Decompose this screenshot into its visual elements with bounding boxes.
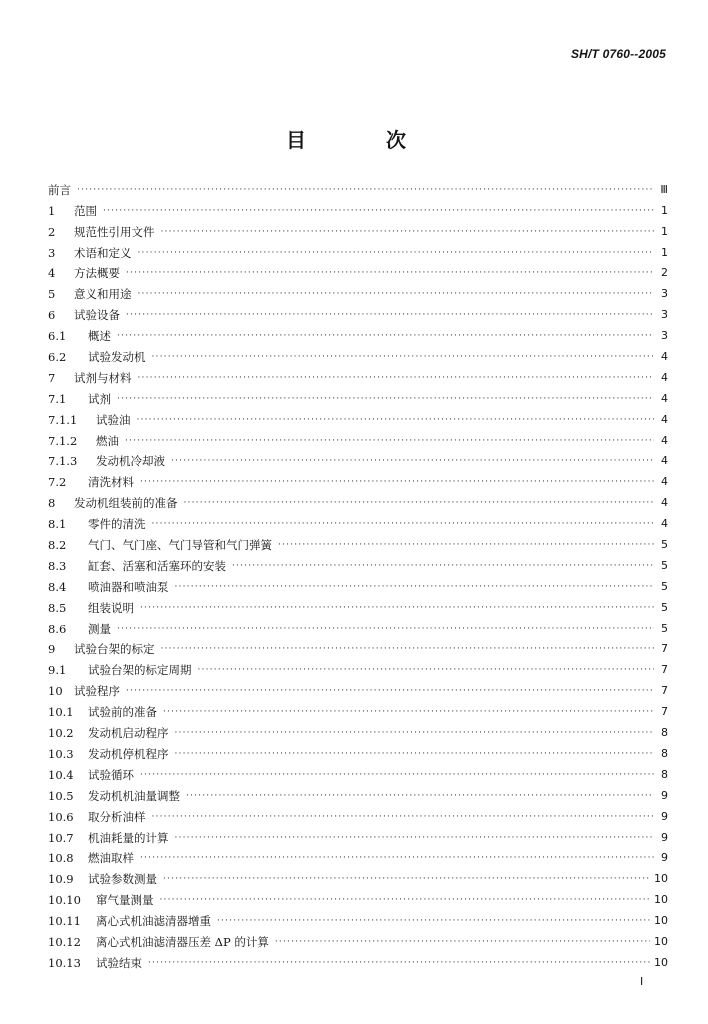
toc-entry-label: 离心式机油滤清器增重 (96, 914, 211, 929)
toc-entry-number: 7.2 (48, 475, 67, 490)
toc-entry[interactable] (48, 385, 668, 406)
toc-entry-number: 7 (48, 370, 56, 385)
toc-entry[interactable] (48, 448, 668, 469)
toc-entry-label: 试验油 (96, 412, 131, 427)
toc-leader-dots (126, 266, 654, 280)
toc-entry[interactable] (48, 364, 668, 385)
toc-entry-number: 8.4 (48, 579, 67, 594)
toc-entry[interactable] (48, 218, 668, 239)
toc-leader-dots (117, 392, 654, 406)
toc-entry-number: 10.8 (48, 851, 74, 866)
toc-leader-dots (125, 434, 654, 448)
toc-entry-label: 组装说明 (88, 600, 134, 615)
toc-entry-label: 缸套、活塞和活塞环的安装 (88, 558, 226, 573)
toc-entry-label: 离心式机油滤清器压差 ΔP 的计算 (96, 934, 269, 949)
toc-entry-number: 9.1 (48, 663, 67, 678)
toc-leader-dots (152, 517, 655, 531)
toc-leader-dots (171, 454, 654, 468)
toc-entry-label: 零件的清洗 (88, 517, 146, 532)
toc-entry-label: 取分析油样 (88, 809, 146, 824)
toc-entry-page: 4 (661, 391, 668, 405)
toc-leader-dots (175, 726, 655, 740)
toc-entry-number: 6.2 (48, 350, 67, 365)
toc-entry-number: 4 (48, 266, 56, 281)
toc-entry[interactable] (48, 740, 668, 761)
toc-entry-page: 9 (661, 851, 668, 865)
toc-entry-number: 8.6 (48, 621, 67, 636)
toc-entry-label: 试验参数测量 (88, 872, 157, 887)
toc-entry-page: Ⅲ (660, 182, 668, 196)
toc-leader-dots (152, 810, 655, 824)
toc-leader-dots (140, 851, 654, 865)
toc-leader-dots (140, 475, 654, 489)
toc-entry-page: 4 (661, 517, 668, 531)
toc-entry-number: 10.6 (48, 809, 74, 824)
toc-entry-label: 燃油 (96, 433, 119, 448)
toc-entry-number: 7.1.2 (48, 433, 78, 448)
toc-entry-label: 发动机冷却液 (96, 454, 165, 469)
toc-entry-page: 9 (661, 809, 668, 823)
toc-entry[interactable] (48, 907, 668, 928)
toc-entry[interactable] (48, 427, 668, 448)
toc-entry-page: 2 (661, 266, 668, 280)
toc-leader-dots (163, 705, 654, 719)
toc-entry-page: 5 (661, 621, 668, 635)
toc-entry-label: 发动机启动程序 (88, 726, 169, 741)
toc-leader-dots (278, 538, 654, 552)
toc-entry-label: 概述 (88, 329, 111, 344)
toc-leader-dots (198, 663, 655, 677)
toc-entry[interactable] (48, 260, 668, 281)
toc-entry-number: 8.2 (48, 538, 67, 553)
toc-entry-page: 8 (661, 767, 668, 781)
footer-page-number: I (640, 975, 644, 988)
toc-entry-label: 试验结束 (96, 955, 142, 970)
toc-entry[interactable] (48, 865, 668, 886)
toc-entry-page: 3 (661, 329, 668, 343)
toc-entry-label: 前言 (48, 182, 71, 197)
toc-entry-label: 试验台架的标定 (74, 642, 155, 657)
toc-entry-number: 1 (48, 203, 56, 218)
toc-entry-label: 试剂 (88, 391, 111, 406)
toc-entry-page: 7 (661, 663, 668, 677)
toc-entry[interactable] (48, 468, 668, 489)
toc-entry-number: 9 (48, 642, 56, 657)
toc-entry[interactable] (48, 176, 668, 197)
toc-leader-dots (77, 183, 654, 197)
toc-leader-dots (126, 684, 654, 698)
toc-entry-page: 10 (654, 955, 668, 969)
toc-entry-page: 1 (661, 245, 668, 259)
toc-entry-number: 10.12 (48, 934, 81, 949)
toc-entry-label: 清洗材料 (88, 475, 134, 490)
toc-entry[interactable] (48, 886, 668, 907)
toc-entry-number: 10.5 (48, 788, 74, 803)
toc-entry-page: 1 (661, 203, 668, 217)
toc-entry[interactable] (48, 803, 668, 824)
toc-entry-page: 5 (661, 600, 668, 614)
toc-leader-dots (103, 204, 654, 218)
toc-entry-page: 10 (654, 914, 668, 928)
toc-entry[interactable] (48, 656, 668, 677)
toc-leader-dots (275, 935, 650, 949)
toc-entry-page: 5 (661, 538, 668, 552)
toc-entry-number: 10 (48, 684, 63, 699)
toc-entry[interactable] (48, 343, 668, 364)
toc-entry-number: 7.1.1 (48, 412, 78, 427)
toc-entry[interactable] (48, 322, 668, 343)
toc-entry[interactable] (48, 573, 668, 594)
toc-leader-dots (175, 580, 655, 594)
toc-leader-dots (186, 789, 654, 803)
toc-entry-number: 10.9 (48, 872, 74, 887)
toc-entry-page: 8 (661, 746, 668, 760)
toc-entry-label: 范围 (74, 203, 97, 218)
toc-entry-page: 10 (654, 934, 668, 948)
toc-entry-page: 3 (661, 308, 668, 322)
toc-entry-page: 4 (661, 412, 668, 426)
toc-entry-page: 1 (661, 224, 668, 238)
toc-entry-number: 8 (48, 496, 56, 511)
toc-entry-page: 4 (661, 433, 668, 447)
toc-entry-number: 8.1 (48, 517, 67, 532)
toc-entry[interactable] (48, 928, 668, 949)
toc-leader-dots (161, 642, 655, 656)
toc-entry-label: 气门、气门座、气门导管和气门弹簧 (88, 538, 272, 553)
toc-entry-number: 10.3 (48, 746, 74, 761)
toc-entry-page: 4 (661, 454, 668, 468)
toc-leader-dots (175, 831, 655, 845)
toc-entry-page: 7 (661, 684, 668, 698)
toc-entry-label: 规范性引用文件 (74, 224, 155, 239)
toc-entry-page: 4 (661, 496, 668, 510)
toc-entry-number: 6.1 (48, 329, 67, 344)
toc-entry-page: 4 (661, 350, 668, 364)
toc-leader-dots (140, 768, 654, 782)
toc-entry-label: 窜气量测量 (96, 893, 154, 908)
toc-entry-page: 4 (661, 475, 668, 489)
toc-entry-number: 10.4 (48, 767, 74, 782)
toc-leader-dots (175, 747, 655, 761)
toc-leader-dots (160, 893, 651, 907)
toc-leader-dots (217, 914, 650, 928)
toc-entry-label: 试验程序 (74, 684, 120, 699)
toc-entry[interactable] (48, 761, 668, 782)
toc-entry[interactable] (48, 824, 668, 845)
toc-entry-page: 9 (661, 788, 668, 802)
toc-entry-number: 8.3 (48, 558, 67, 573)
toc-entry-page: 5 (661, 579, 668, 593)
toc-entry-label: 方法概要 (74, 266, 120, 281)
toc-entry[interactable] (48, 489, 668, 510)
toc-entry-number: 3 (48, 245, 56, 260)
toc-entry-label: 发动机机油量调整 (88, 788, 180, 803)
toc-leader-dots (148, 956, 650, 970)
toc-entry-label: 喷油器和喷油泵 (88, 579, 169, 594)
toc-entry-page: 10 (654, 872, 668, 886)
toc-leader-dots (232, 559, 654, 573)
toc-entry-number: 10.7 (48, 830, 74, 845)
toc-entry-label: 试验循环 (88, 767, 134, 782)
toc-entry-page: 5 (661, 558, 668, 572)
toc-leader-dots (138, 371, 655, 385)
toc-leader-dots (152, 350, 655, 364)
toc-entry-label: 试验设备 (74, 308, 120, 323)
toc-entry-number: 5 (48, 287, 56, 302)
toc-leader-dots (138, 246, 655, 260)
toc-entry-number: 6 (48, 308, 56, 323)
toc-entry[interactable] (48, 845, 668, 866)
toc-entry-label: 试剂与材料 (74, 370, 132, 385)
toc-leader-dots (117, 329, 654, 343)
toc-entry[interactable] (48, 406, 668, 427)
toc-entry[interactable] (48, 677, 668, 698)
toc-leader-dots (126, 308, 654, 322)
toc-entry-page: 9 (661, 830, 668, 844)
toc-entry-number: 2 (48, 224, 56, 239)
standard-code: SH/T 0760--2005 (570, 47, 666, 61)
toc-entry-label: 术语和定义 (74, 245, 132, 260)
toc-entry-number: 10.11 (48, 914, 81, 929)
toc-entry-label: 燃油取样 (88, 851, 134, 866)
toc-entry-label: 试验发动机 (88, 350, 146, 365)
toc-entry[interactable] (48, 510, 668, 531)
toc-entry[interactable] (48, 636, 668, 657)
toc-entry-page: 8 (661, 726, 668, 740)
toc-entry-number: 10.13 (48, 955, 81, 970)
toc-entry[interactable] (48, 239, 668, 260)
toc-leader-dots (117, 622, 654, 636)
toc-leader-dots (163, 872, 650, 886)
toc-entry-number: 10.2 (48, 726, 74, 741)
toc-entry-number: 10.1 (48, 705, 74, 720)
toc-entry-label: 测量 (88, 621, 111, 636)
toc-entry[interactable] (48, 594, 668, 615)
toc-entry-label: 意义和用途 (74, 287, 132, 302)
toc-entry-page: 10 (654, 893, 668, 907)
toc-entry[interactable] (48, 719, 668, 740)
toc-entry-label: 发动机组装前的准备 (74, 496, 178, 511)
toc-leader-dots (184, 496, 655, 510)
toc-leader-dots (161, 225, 655, 239)
toc-leader-dots (138, 287, 655, 301)
toc-leader-dots (137, 413, 655, 427)
toc-entry-number: 7.1 (48, 391, 67, 406)
toc-entry-label: 发动机停机程序 (88, 746, 169, 761)
toc-entry[interactable] (48, 698, 668, 719)
toc-entry[interactable] (48, 782, 668, 803)
toc-entry[interactable] (48, 280, 668, 301)
toc-entry-label: 机油耗量的计算 (88, 830, 169, 845)
toc-list (48, 176, 668, 970)
toc-entry[interactable] (48, 301, 668, 322)
toc-entry[interactable] (48, 197, 668, 218)
toc-entry[interactable] (48, 552, 668, 573)
toc-entry-page: 3 (661, 287, 668, 301)
toc-entry-label: 试验前的准备 (88, 705, 157, 720)
toc-entry-page: 7 (661, 642, 668, 656)
toc-entry[interactable] (48, 615, 668, 636)
toc-entry-number: 8.5 (48, 600, 67, 615)
toc-title: 目 次 (286, 128, 436, 152)
toc-entry-label: 试验台架的标定周期 (88, 663, 192, 678)
toc-entry[interactable] (48, 531, 668, 552)
toc-entry-page: 4 (661, 370, 668, 384)
toc-entry[interactable] (48, 949, 668, 970)
toc-entry-number: 7.1.3 (48, 454, 78, 469)
toc-leader-dots (140, 601, 654, 615)
toc-entry-number: 10.10 (48, 893, 81, 908)
toc-entry-page: 7 (661, 705, 668, 719)
